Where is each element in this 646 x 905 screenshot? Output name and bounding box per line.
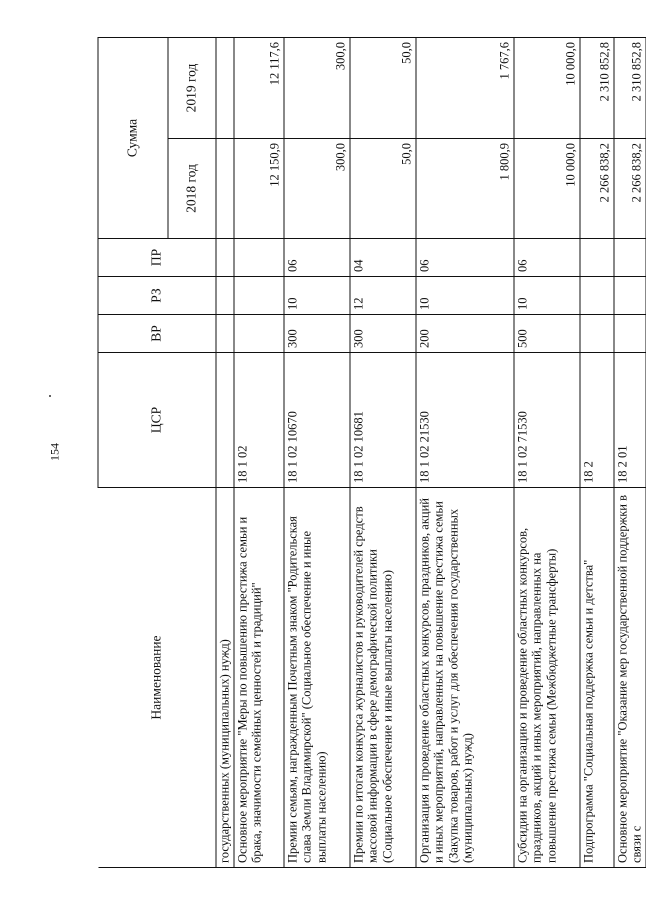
- cell-2018: 1 800,9: [416, 138, 514, 238]
- cell-2019: 2 310 852,8: [614, 37, 646, 138]
- cell-2018: [216, 138, 234, 238]
- rotated-table-container: [98, 38, 644, 868]
- cell-rz: 10: [284, 276, 350, 314]
- header-sum: Сумма: [98, 37, 168, 238]
- cell-csr: 18 1 02 10670: [284, 352, 350, 487]
- header-year-2019: 2019 год: [168, 37, 216, 138]
- cell-2019: 12 117,6: [234, 37, 284, 138]
- cell-rz: 10: [514, 276, 580, 314]
- cell-rz: 10: [416, 276, 514, 314]
- page-number: 154: [47, 443, 62, 461]
- table-row: [514, 37, 580, 867]
- header-vr: ВР: [98, 314, 216, 352]
- header-year-2018: 2018 год: [168, 138, 216, 238]
- cell-csr: 18 1 02: [234, 352, 284, 487]
- cell-2019: 300,0: [284, 37, 350, 138]
- cell-vr: 300: [284, 314, 350, 352]
- cell-rz: [614, 276, 646, 314]
- cell-vr: [580, 314, 614, 352]
- cell-pr: [580, 238, 614, 276]
- table-row: [350, 37, 416, 867]
- table-row: [614, 37, 646, 867]
- cell-2018: 12 150,9: [234, 138, 284, 238]
- cell-name: Основное мероприятие "Меры по повышению престижа семьи и брака, значимости семейных ценностей и традиций": [234, 487, 284, 867]
- cell-name: Субсидии на организацию и проведение областных конкурсов, праздников, акций и иных мероприятий, направленных на повышение престижа семьи (Межбюджетные трансферты): [514, 487, 580, 867]
- header-row-1: [98, 37, 168, 867]
- cell-name: государственных (муниципальных) нужд): [216, 487, 234, 867]
- cell-name: Подпрограмма "Социальная поддержка семьи и детства": [580, 487, 614, 867]
- header-csr: ЦСР: [98, 352, 216, 487]
- cell-rz: 12: [350, 276, 416, 314]
- table-row: [234, 37, 284, 867]
- cell-2018: 300,0: [284, 138, 350, 238]
- cell-vr: [614, 314, 646, 352]
- cell-name: Основное мероприятие "Оказание мер государственной поддержки в связи с: [614, 487, 646, 867]
- cell-name: Премии по итогам конкурса журналистов и руководителей средств массовой информации в сфере демографической политики (Социальное обеспечение и иные выплаты населению): [350, 487, 416, 867]
- cell-rz: [216, 276, 234, 314]
- cell-name: Премии семьям, награжденным Почетным знаком "Родительская слава Земли Владимирской" (Социальное обеспечение и иные выплаты населению): [284, 487, 350, 867]
- cell-pr: 06: [416, 238, 514, 276]
- cell-rz: [580, 276, 614, 314]
- cell-2019: [216, 37, 234, 138]
- cell-2018: 50,0: [350, 138, 416, 238]
- cell-vr: 200: [416, 314, 514, 352]
- table-row: [580, 37, 614, 867]
- cell-csr: 18 2: [580, 352, 614, 487]
- cell-vr: 300: [350, 314, 416, 352]
- cell-name: Организация и проведение областных конкурсов, праздников, акций и иных мероприятий, направленных на повышение престижа семьи (Закупка товаров, работ и услуг для обеспечения государственных (муниципальных) нужд): [416, 487, 514, 867]
- cell-csr: 18 1 02 10681: [350, 352, 416, 487]
- cell-2019: 2 310 852,8: [580, 37, 614, 138]
- cell-pr: [234, 238, 284, 276]
- cell-2019: 10 000,0: [514, 37, 580, 138]
- cell-2019: 1 767,6: [416, 37, 514, 138]
- cell-2018: 10 000,0: [514, 138, 580, 238]
- cell-pr: [614, 238, 646, 276]
- header-name: Наименование: [98, 487, 216, 867]
- table-row: [284, 37, 350, 867]
- cell-rz: [234, 276, 284, 314]
- cell-csr: [216, 352, 234, 487]
- cell-vr: 500: [514, 314, 580, 352]
- cell-csr: 18 2 01: [614, 352, 646, 487]
- scan-speck: [49, 395, 51, 397]
- cell-vr: [216, 314, 234, 352]
- header-rz: РЗ: [98, 276, 216, 314]
- cell-vr: [234, 314, 284, 352]
- cell-pr: 04: [350, 238, 416, 276]
- table-row: [416, 37, 514, 867]
- cell-pr: 06: [514, 238, 580, 276]
- budget-table: [98, 36, 646, 867]
- cell-pr: [216, 238, 234, 276]
- cell-pr: 06: [284, 238, 350, 276]
- cell-csr: 18 1 02 21530: [416, 352, 514, 487]
- table-row: [216, 37, 234, 867]
- cell-2018: 2 266 838,2: [580, 138, 614, 238]
- cell-2018: 2 266 838,2: [614, 138, 646, 238]
- cell-csr: 18 1 02 71530: [514, 352, 580, 487]
- cell-2019: 50,0: [350, 37, 416, 138]
- header-pr: ПР: [98, 238, 216, 276]
